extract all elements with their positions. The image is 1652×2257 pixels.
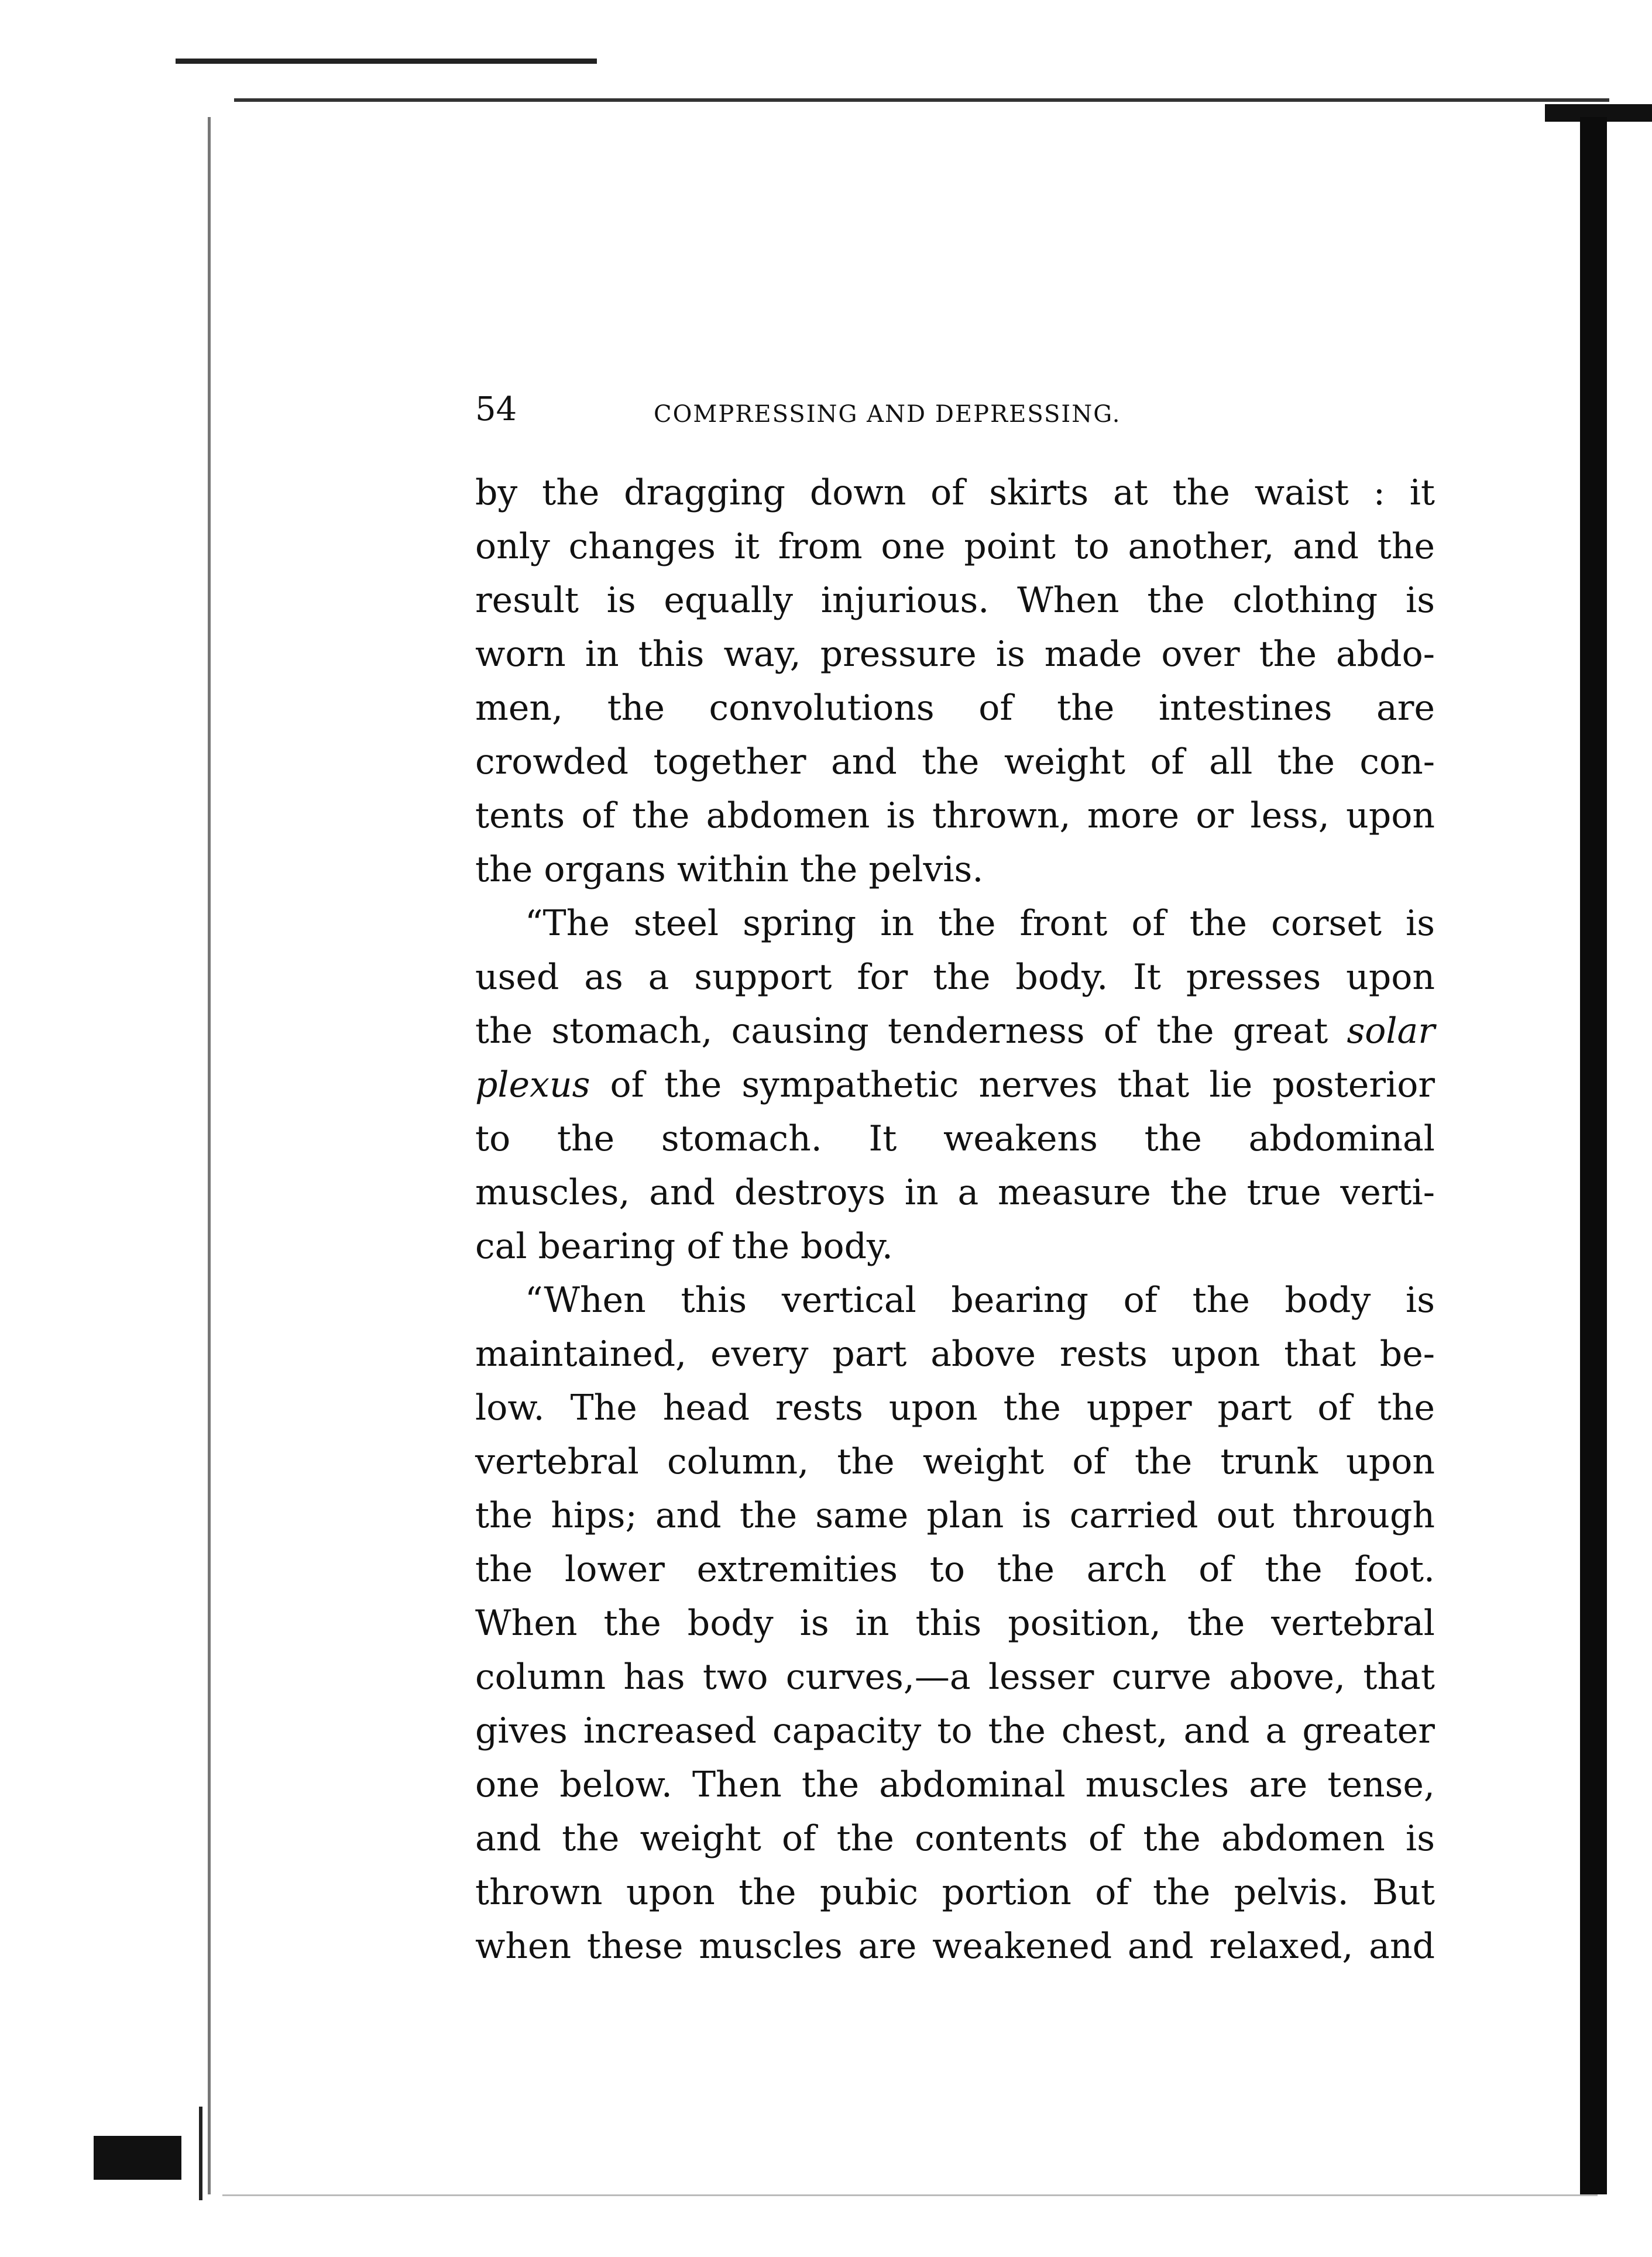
text-line: to the stomach. It weakens the abdominal xyxy=(475,1118,1435,1159)
text-line: vertebral column, the weight of the trunk upon xyxy=(475,1441,1435,1482)
text-line: used as a support for the body. It presses upon xyxy=(475,957,1435,998)
page-header xyxy=(475,386,1435,433)
text-line: “When this vertical bearing of the body is xyxy=(525,1280,1435,1321)
text-line: the lower extremities to the arch of the foot. xyxy=(475,1549,1435,1590)
text-line: the organs within the pelvis. xyxy=(475,849,984,890)
text-line: the hips; and the same plan is carried out through xyxy=(475,1495,1435,1536)
text-line: thrown upon the pubic portion of the pelvis. But xyxy=(475,1872,1435,1913)
text-line: crowded together and the weight of all the con- xyxy=(475,741,1435,782)
text-line: only changes it from one point to another, and the xyxy=(475,526,1435,567)
text-line xyxy=(475,1004,1435,1058)
italic-term: plexus xyxy=(475,1064,590,1105)
body-text xyxy=(475,466,1435,1973)
text-line: men, the convolutions of the intestines are xyxy=(475,688,1435,729)
text-line: tents of the abdomen is thrown, more or less, upon xyxy=(475,795,1435,836)
italic-term: solar xyxy=(1347,1011,1435,1052)
text-line: and the weight of the contents of the abdomen is xyxy=(475,1818,1435,1859)
text-fragment: of the sympathetic nerves that lie posterior xyxy=(610,1064,1435,1105)
text-line: When the body is in this position, the vertebral xyxy=(475,1603,1435,1644)
text-line: result is equally injurious. When the clothing is xyxy=(475,580,1435,621)
page-number: 54 xyxy=(475,390,517,428)
text-line: muscles, and destroys in a measure the true verti- xyxy=(475,1172,1435,1213)
scan-artifact-left-edge xyxy=(208,117,211,2194)
text-fragment: the stomach, causing tenderness of the great xyxy=(475,1011,1328,1052)
text-line xyxy=(475,1058,1435,1112)
text-line: by the dragging down of skirts at the waist : it xyxy=(475,472,1435,513)
text-line: maintained, every part above rests upon that be- xyxy=(475,1334,1435,1375)
text-line: gives increased capacity to the chest, and a greater xyxy=(475,1710,1435,1751)
text-line: cal bearing of the body. xyxy=(475,1226,893,1267)
scan-artifact-left-edge-bottom xyxy=(199,2107,202,2200)
scan-artifact-bottom-line xyxy=(222,2194,1598,2196)
text-line: one below. Then the abdominal muscles are tense, xyxy=(475,1764,1435,1805)
text-line: column has two curves,—a lesser curve above, that xyxy=(475,1657,1435,1698)
text-line: low. The head rests upon the upper part of the xyxy=(475,1387,1435,1428)
scan-artifact-bottom-block xyxy=(94,2136,181,2180)
text-line: worn in this way, pressure is made over the abdo- xyxy=(475,634,1435,675)
running-head: COMPRESSING AND DEPRESSING. xyxy=(654,401,1121,428)
text-line: when these muscles are weakened and relaxed, and xyxy=(475,1926,1435,1967)
scan-artifact-right-edge xyxy=(1580,117,1607,2194)
text-line: “The steel spring in the front of the corset is xyxy=(525,903,1435,944)
scan-artifact-page-edge xyxy=(234,98,1609,102)
scan-artifact-top-line xyxy=(176,59,597,64)
